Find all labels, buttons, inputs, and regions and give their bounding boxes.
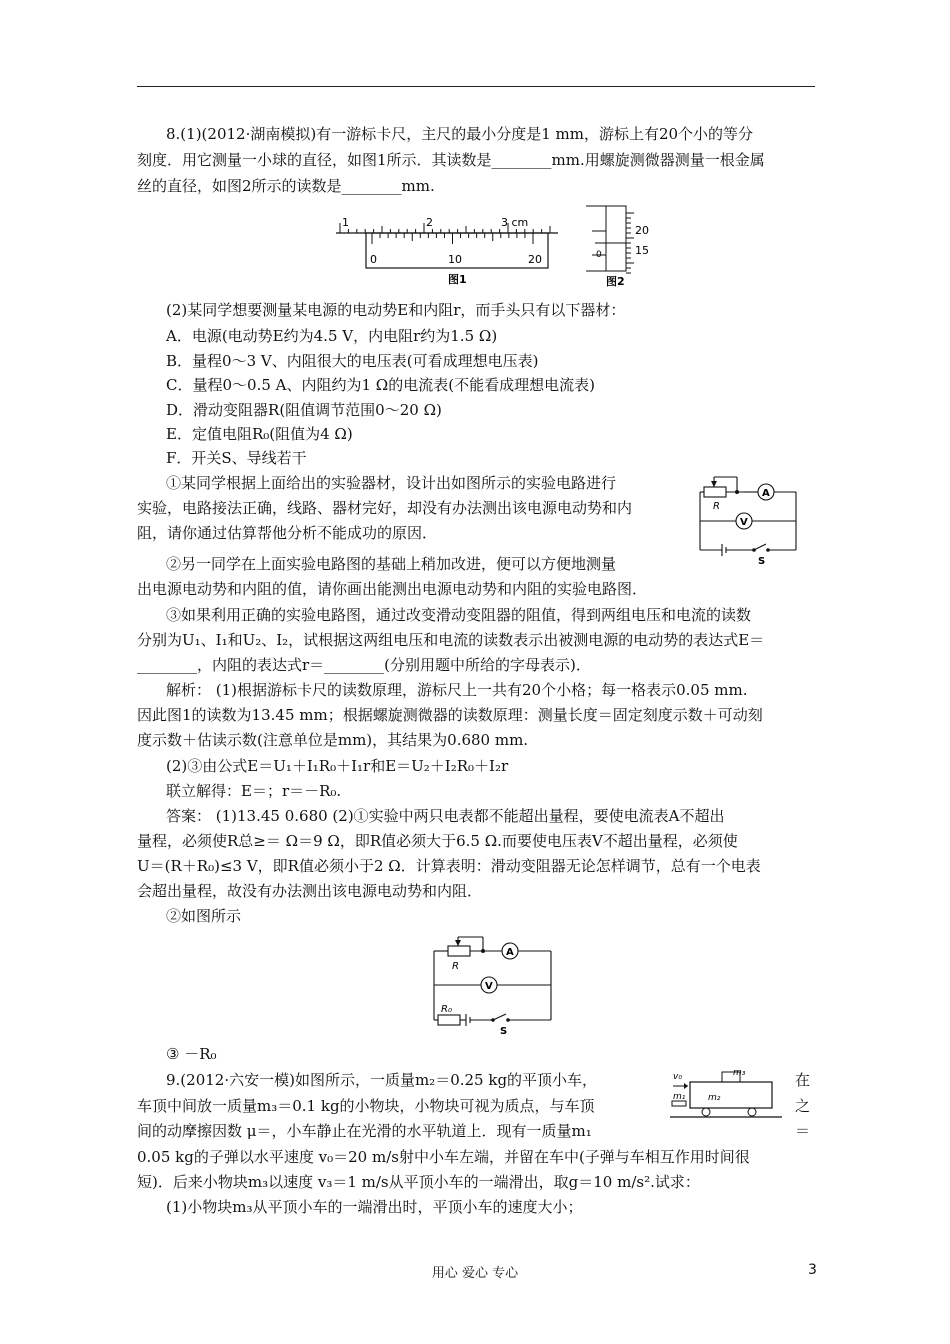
answer-line-6: ③ －R₀	[166, 1045, 217, 1063]
sub3-line-2: 分别为U₁、I₁和U₂、I₂，试根据这两组电压和电流的读数表示出被测电源的电动势的表达式E＝	[137, 631, 765, 649]
answer-line-3: U＝(R＋R₀)≤3 V，即R值必须小于2 Ω．计算表明：滑动变阻器无论怎样调节，总有一个电表	[137, 857, 761, 875]
circuit1-ammeter-label: A	[762, 488, 770, 499]
q9-line-1-right: 在	[795, 1071, 811, 1089]
micrometer-tick-20: 20	[635, 224, 649, 237]
q8-line-3: 丝的直径，如图2所示的读数是________mm.	[137, 177, 435, 195]
q8-line-2: 刻度．用它测量一小球的直径，如图1所示．其读数是________mm.用螺旋测微器测量一根金属	[137, 151, 765, 169]
q9-line-2: 车顶中间放一质量m₃＝0.1 kg的小物块，小物块可视为质点，与车顶	[137, 1097, 595, 1115]
ruler-tick-label-2: 2	[426, 216, 433, 229]
header-rule	[137, 86, 815, 87]
option-a: A．电源(电动势E约为4.5 V，内电阻r约为1.5 Ω)	[166, 327, 498, 345]
cart-m3-label: m₃	[733, 1068, 746, 1078]
circuit1-switch-label: S	[758, 556, 766, 567]
q9-line-4: 0.05 kg的子弹以水平速度 v₀＝20 m/s射中小车左端，并留在车中(子弹与车相互作用时间很	[137, 1148, 750, 1166]
q9-line-5: 短)．后来小物块m₃以速度 v₃＝1 m/s从平顶小车的一端滑出，取g＝10 m/s².试求：	[137, 1173, 700, 1191]
option-b: B．量程0～3 V、内阻很大的电压表(可看成理想电压表)	[166, 352, 539, 370]
option-c: C．量程0～0.5 A、内阻约为1 Ω的电流表(不能看成理想电流表)	[166, 376, 595, 394]
q9-line-1: 9.(2012·六安一模)如图所示，一质量m₂＝0.25 kg的平顶小车，	[166, 1071, 598, 1089]
sub1-line-3: 阻，请你通过估算帮他分析不能成功的原因．	[137, 524, 438, 542]
micrometer-figure	[582, 203, 662, 288]
sub3-line-1: ③如果利用正确的实验电路图，通过改变滑动变阻器的阻值，得到两组电压和电流的读数	[166, 606, 752, 624]
circuit-diagram-original	[692, 468, 800, 566]
circuit2-voltmeter-label: V	[485, 981, 493, 992]
ruler-tick-label-1: 1	[342, 216, 349, 229]
vernier-caliper-figure	[330, 213, 560, 288]
circuit1-r-label: R	[713, 501, 720, 512]
solution-line-5: 联立解得：E＝；r＝－R₀.	[166, 782, 342, 800]
answer-line-1: 答案： (1)13.45 0.680 (2)①实验中两只电表都不能超出量程，要使电流表A不超出	[166, 807, 725, 825]
figure-1-label: 图1	[448, 273, 467, 286]
footer-slogan: 用心 爱心 专心	[431, 1266, 519, 1281]
page-number: 3	[808, 1262, 817, 1278]
solution-line-1: 解析： (1)根据游标卡尺的读数原理，游标尺上一共有20个小格；每一格表示0.05 mm.	[166, 681, 748, 699]
answer-line-4: 会超出量程，故没有办法测出该电源电动势和内阻．	[137, 882, 483, 900]
q9-line-6: (1)小物块m₃从平顶小车的一端滑出时，平顶小车的速度大小；	[166, 1198, 583, 1216]
circuit-diagram-improved	[426, 935, 556, 1037]
circuit2-ammeter-label: A	[506, 947, 514, 958]
figure-2-label: 图2	[606, 275, 625, 288]
vernier-tick-label-20: 20	[528, 253, 542, 266]
option-e: E．定值电阻R₀(阻值为4 Ω)	[166, 425, 353, 443]
q8-line-1: 8.(1)(2012·湖南模拟)有一游标卡尺，主尺的最小分度是1 mm，游标上有20个小的等分	[166, 125, 754, 143]
q9-line-3-right: ＝	[795, 1122, 811, 1140]
option-f: F．开关S、导线若干	[166, 449, 307, 467]
option-d: D．滑动变阻器R(阻值调节范围0～20 Ω)	[166, 401, 442, 419]
answer-line-2: 量程，必须使R总≥＝ Ω＝9 Ω，即R值必须大于6.5 Ω.而要使电压表V不超出量程，必须使	[137, 832, 738, 850]
sub3-line-3: ________，内阻的表达式r＝________(分别用题中所给的字母表示)．	[137, 656, 591, 674]
solution-line-2: 因此图1的读数为13.45 mm；根据螺旋测微器的读数原理：测量长度＝固定刻度示数＋可动刻	[137, 706, 763, 724]
sub2-line-2: 出电源电动势和内阻的值，请你画出能测出电源电动势和内阻的实验电路图．	[137, 580, 648, 598]
cart-m1-label: m₁	[673, 1092, 686, 1102]
q8-part2-intro: (2)某同学想要测量某电源的电动势E和内阻r，而手头只有以下器材：	[166, 301, 626, 319]
answer-line-5: ②如图所示	[166, 907, 242, 925]
solution-line-4: (2)③由公式E＝U₁＋I₁R₀＋I₁r和E＝U₂＋I₂R₀＋I₂r	[166, 757, 509, 775]
solution-line-3: 度示数＋估读示数(注意单位是mm)，其结果为0.680 mm.	[137, 731, 529, 749]
q9-line-3: 间的动摩擦因数 μ＝，小车静止在光滑的水平轨道上．现有一质量m₁	[137, 1122, 592, 1140]
vernier-tick-label-10: 10	[448, 253, 462, 266]
cart-m2-label: m₂	[708, 1093, 721, 1103]
sub2-line-1: ②另一同学在上面实验电路图的基础上稍加改进，便可以方便地测量	[166, 555, 617, 573]
circuit2-r-label: R	[452, 961, 459, 972]
circuit2-switch-label: S	[500, 1026, 508, 1037]
vernier-tick-label-0: 0	[370, 253, 377, 266]
ruler-tick-label-3: 3 cm	[501, 216, 529, 229]
micrometer-zero-label: 0	[596, 250, 602, 260]
circuit1-voltmeter-label: V	[740, 517, 748, 528]
cart-figure	[670, 1066, 782, 1120]
circuit2-r0-label: R₀	[441, 1004, 452, 1015]
sub1-line-2: 实验，电路接法正确，线路、器材完好，却没有办法测出该电源电动势和内	[137, 499, 633, 517]
micrometer-tick-15: 15	[635, 244, 649, 257]
cart-v0-label: v₀	[673, 1072, 682, 1082]
sub1-line-1: ①某同学根据上面给出的实验器材，设计出如图所示的实验电路进行	[166, 474, 617, 492]
q9-line-2-right: 之	[795, 1097, 811, 1115]
